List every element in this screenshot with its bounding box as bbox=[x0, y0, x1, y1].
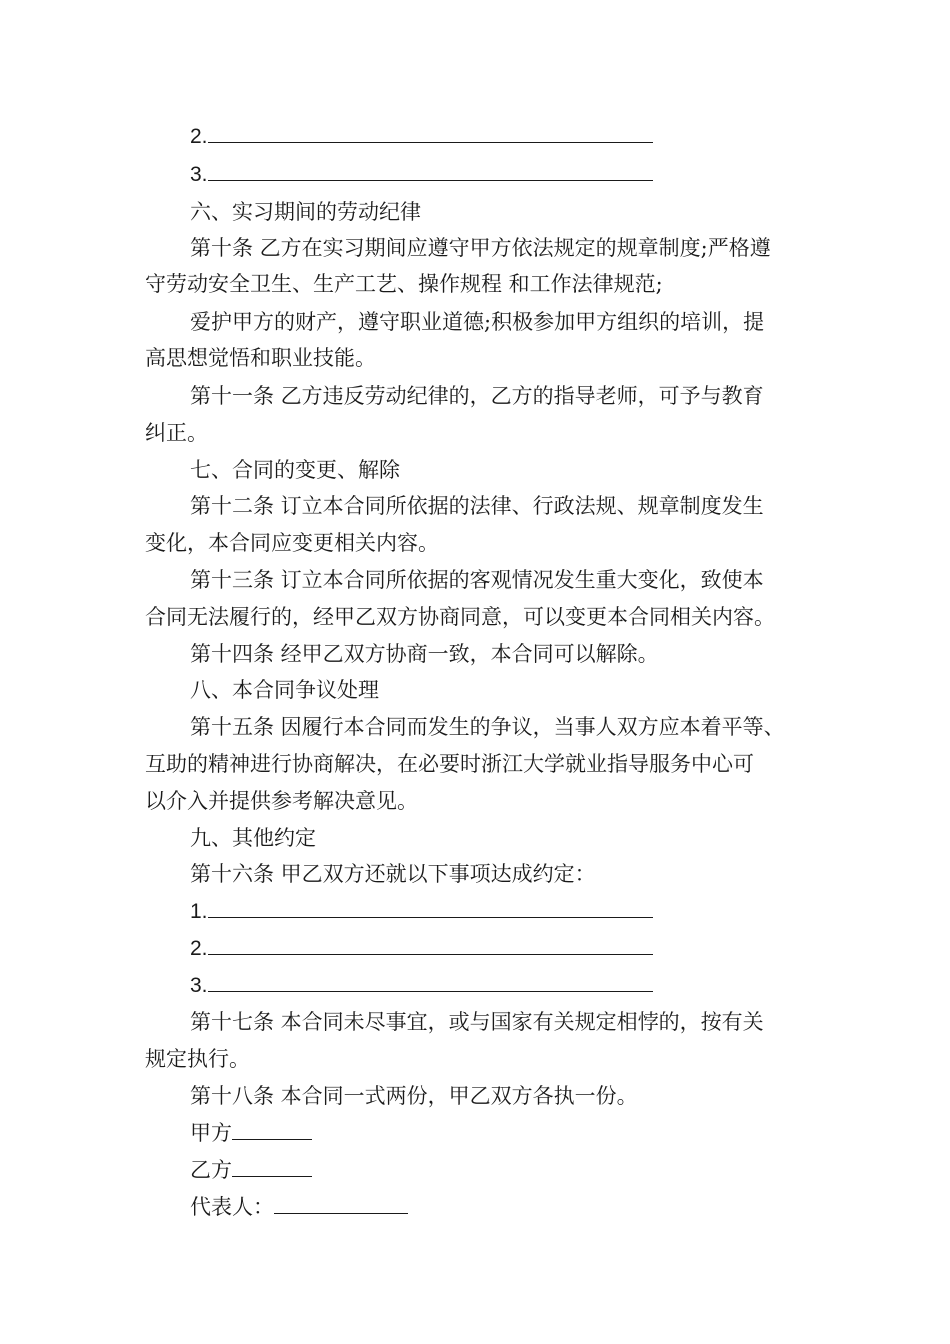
paragraph-line: 第十五条 因履行本合同而发生的争议，当事人双方应本着平等、 bbox=[190, 715, 785, 739]
fill-blank bbox=[208, 971, 653, 992]
paragraph-line: 爱护甲方的财产，遵守职业道德;积极参加甲方组织的培训，提 bbox=[190, 310, 765, 334]
section-heading: 八、本合同争议处理 bbox=[190, 678, 379, 702]
signature-representative: 代表人： bbox=[190, 1193, 408, 1221]
paragraph-line: 第十条 乙方在实习期间应遵守甲方依法规定的规章制度;严格遵 bbox=[190, 236, 771, 260]
paragraph-line: 规定执行。 bbox=[145, 1047, 250, 1071]
section-heading: 九、其他约定 bbox=[190, 826, 316, 850]
signature-blank bbox=[274, 1193, 408, 1214]
blank-item-3: 3. bbox=[190, 971, 653, 1000]
paragraph-line: 以介入并提供参考解决意见。 bbox=[145, 789, 418, 813]
blank-item-3: 3. bbox=[190, 160, 653, 189]
signature-party-b: 乙方 bbox=[190, 1156, 312, 1184]
fill-blank bbox=[208, 934, 653, 955]
section-heading: 六、实习期间的劳动纪律 bbox=[190, 200, 421, 224]
fill-blank bbox=[208, 897, 653, 918]
fill-blank bbox=[208, 122, 653, 143]
paragraph-line: 纠正。 bbox=[145, 421, 208, 445]
blank-item-1: 1. bbox=[190, 897, 653, 926]
paragraph-line: 第十一条 乙方违反劳动纪律的，乙方的指导老师，可予与教育 bbox=[190, 384, 764, 408]
paragraph-line: 变化，本合同应变更相关内容。 bbox=[145, 531, 439, 555]
paragraph-line: 第十八条 本合同一式两份，甲乙双方各执一份。 bbox=[190, 1084, 638, 1108]
blank-item-2: 2. bbox=[190, 122, 653, 151]
signature-party-a: 甲方 bbox=[190, 1119, 312, 1147]
paragraph-line: 第十二条 订立本合同所依据的法律、行政法规、规章制度发生 bbox=[190, 494, 764, 518]
paragraph-line: 第十四条 经甲乙双方协商一致，本合同可以解除。 bbox=[190, 642, 659, 666]
paragraph-line: 守劳动安全卫生、生产工艺、操作规程 和工作法律规范; bbox=[145, 272, 663, 296]
paragraph-line: 高思想觉悟和职业技能。 bbox=[145, 346, 376, 370]
signature-blank bbox=[232, 1119, 312, 1140]
signature-blank bbox=[232, 1156, 312, 1177]
paragraph-line: 第十六条 甲乙双方还就以下事项达成约定： bbox=[190, 862, 596, 886]
paragraph-line: 第十七条 本合同未尽事宜，或与国家有关规定相悖的，按有关 bbox=[190, 1010, 764, 1034]
paragraph-line: 合同无法履行的，经甲乙双方协商同意，可以变更本合同相关内容。 bbox=[145, 605, 775, 629]
paragraph-line: 互助的精神进行协商解决，在必要时浙江大学就业指导服务中心可 bbox=[145, 752, 754, 776]
blank-item-2: 2. bbox=[190, 934, 653, 963]
fill-blank bbox=[208, 160, 653, 181]
paragraph-line: 第十三条 订立本合同所依据的客观情况发生重大变化，致使本 bbox=[190, 568, 764, 592]
section-heading: 七、合同的变更、解除 bbox=[190, 458, 400, 482]
